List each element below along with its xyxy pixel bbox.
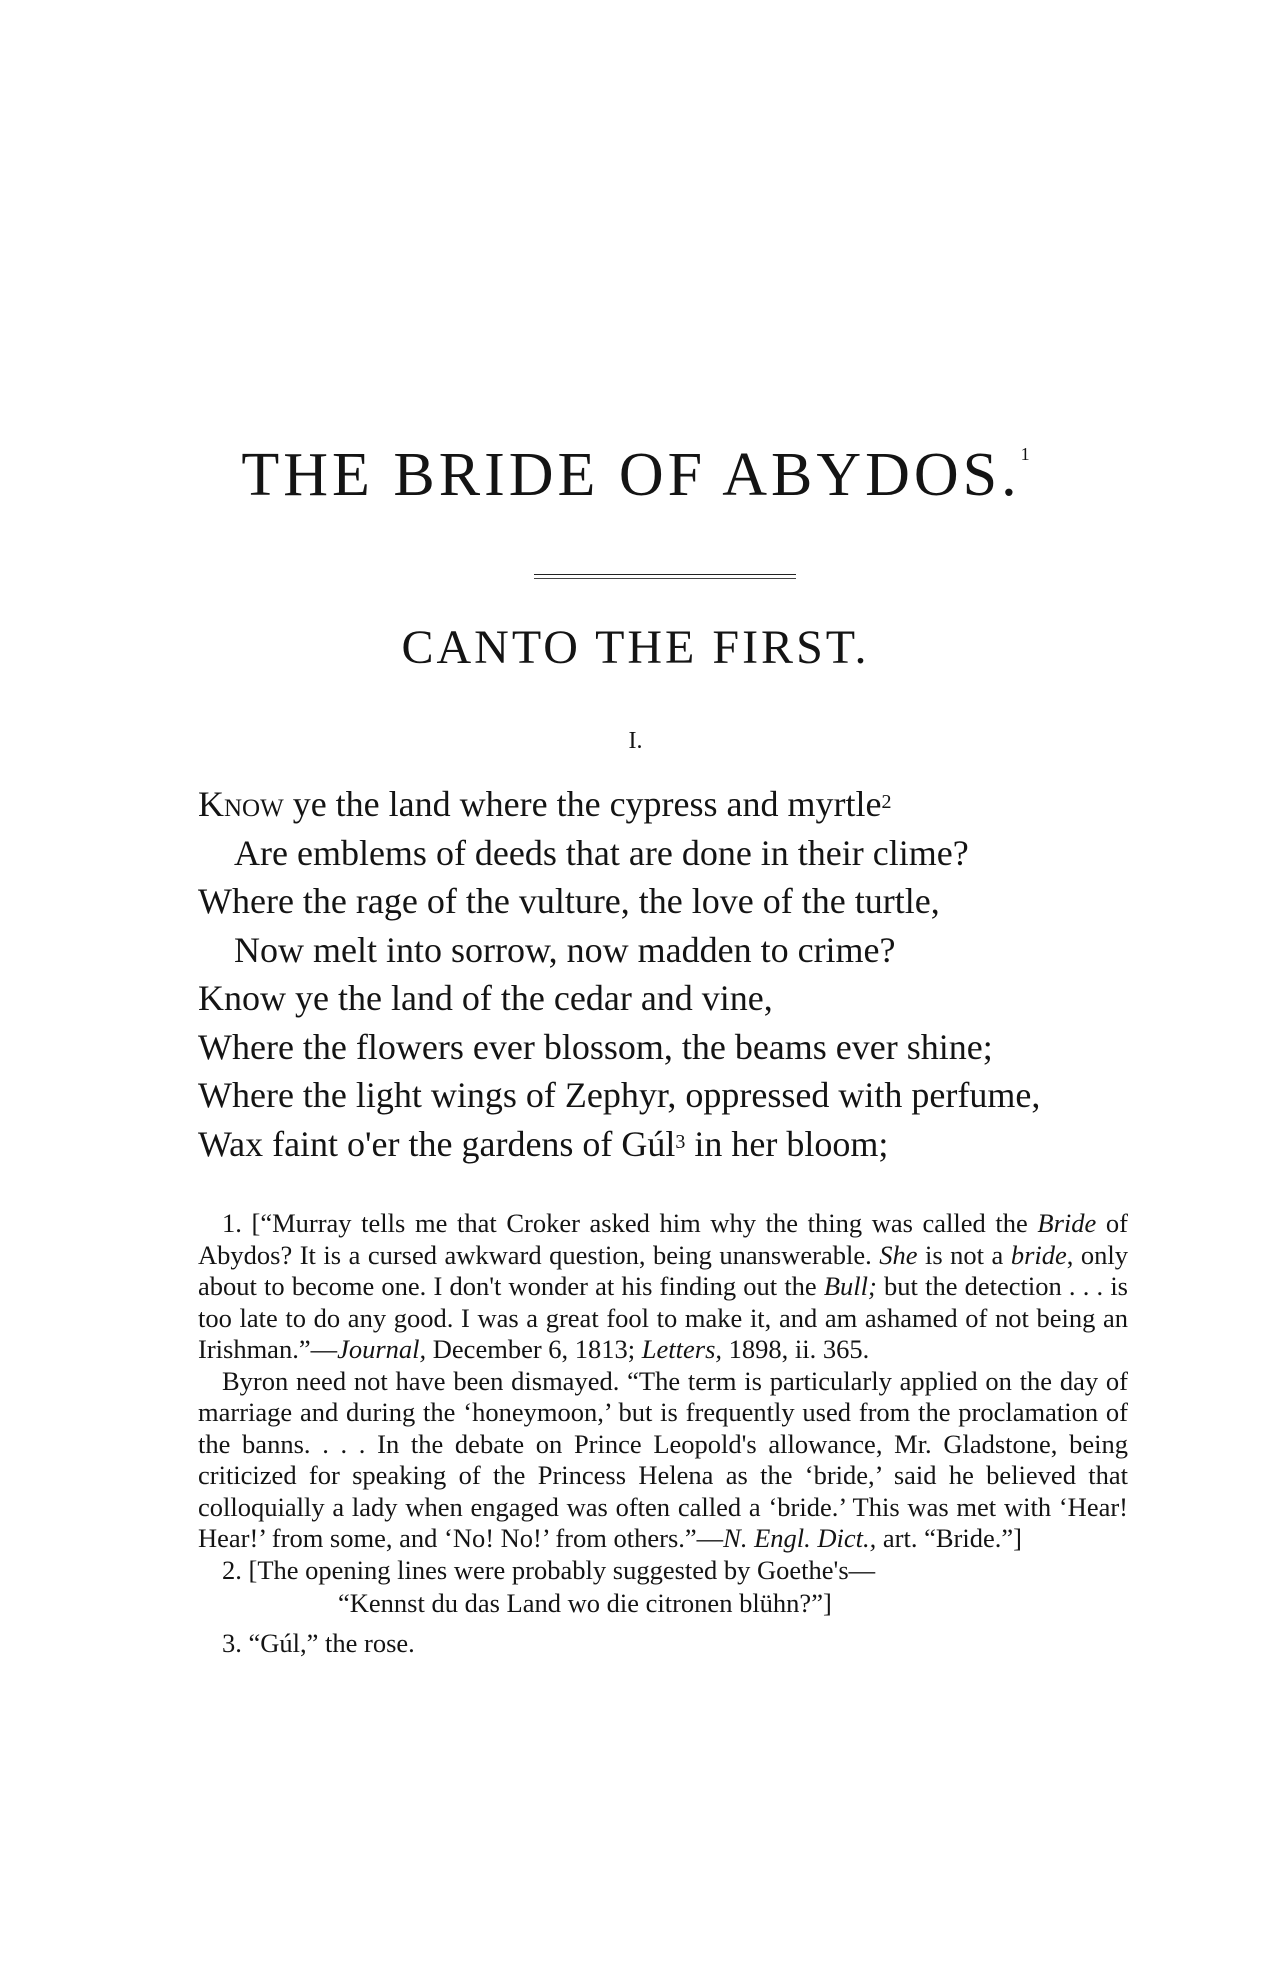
poem-line-3: Where the rage of the vulture, the love of the turtle,: [198, 881, 940, 921]
italic-journal: Journal,: [337, 1334, 427, 1364]
footnote-1-text-f: December 6, 1813;: [426, 1334, 642, 1364]
italic-letters: Letters,: [641, 1334, 723, 1364]
poem-line-5: Know ye the land of the cedar and vine,: [198, 978, 773, 1018]
poem-line-6: Where the flowers ever blossom, the beams ever shine;: [198, 1026, 993, 1067]
footnote-1-text-c: is not a: [917, 1239, 1011, 1270]
poem-line-8-text: Wax faint o'er the gardens of Gúl: [198, 1123, 676, 1164]
italic-bride-2: bride: [1010, 1239, 1067, 1270]
footnote-2: 2. [The opening lines were probably suggested by Goethe's—: [222, 1554, 876, 1585]
poem-line-8: [198, 1120, 1158, 1169]
footnote-3: 3. “Gúl,” the rose.: [222, 1627, 415, 1658]
drop-word: Know: [198, 784, 284, 824]
footnote-1-text-g: 1898, ii. 365.: [722, 1334, 870, 1364]
italic-bride: Bride: [1037, 1208, 1097, 1238]
poem-line-1-text: ye the land where the cypress and myrtle: [283, 784, 882, 824]
poem-line-8-end: in her bloom;: [685, 1123, 889, 1164]
footnote-1-text-d: , only about to become one. I don't wonder at his finding out the: [198, 1239, 1128, 1301]
canto-heading: CANTO THE FIRST.: [401, 621, 870, 674]
italic-she: She: [879, 1239, 918, 1270]
italic-dictionary: N. Engl. Dict.,: [723, 1523, 877, 1553]
footnote-1-cont-end: art. “Bride.”]: [876, 1523, 1022, 1553]
footnote-1-text-b: of Abydos? It is a cursed awkward question, being unanswerable.: [198, 1208, 1128, 1270]
italic-bull: Bull;: [823, 1271, 877, 1301]
footnote-1-cont-text: Byron need not have been dismayed. “The term is particularly applied on the day of marriage and during the ‘honeymoon,’ but is frequently used from the proclamation of the banns. . . . In the debate on Prince Leopold's allowance, Mr. Gladstone, being criticized for speaking of the Princess Helena as the ‘bride,’ said he believed that colloquially a lady when engaged was often called a ‘bride.’ This was met with ‘Hear! Hear!’ from some, and ‘No! No!’ from others.”—: [198, 1365, 1128, 1553]
poem-line-4: Now melt into sorrow, now madden to crime?: [234, 929, 896, 970]
poem-line-1: [198, 780, 1158, 829]
page-title: [0, 440, 1271, 511]
poem-line-7: Where the light wings of Zephyr, oppressed with perfume,: [198, 1075, 1041, 1115]
title-divider: [534, 574, 796, 575]
poem-stanza: [198, 780, 1158, 1168]
footnote-marker-2: 2: [881, 791, 892, 813]
footnote-marker-3: 3: [675, 1130, 686, 1153]
stanza-number: I.: [628, 728, 643, 754]
poem-line-2: Are emblems of deeds that are done in their clime?: [234, 832, 969, 873]
footnote-1-text: 1. [“Murray tells me that Croker asked him why the thing was called the: [222, 1208, 1038, 1238]
footnote-1: [198, 1208, 1128, 1366]
footnote-2-quote: “Kennst du das Land wo die citronen blühn?”]: [338, 1588, 832, 1618]
footnotes: [198, 1208, 1128, 1659]
title-text: THE BRIDE OF ABYDOS.: [241, 441, 1021, 509]
title-divider-lower: [534, 578, 796, 579]
footnote-1-text-e: but the detection . . . is too late to do any good. I was a great fool to make it, and am ashamed of not being an Irishman.”—: [198, 1271, 1128, 1364]
footnote-marker-1: 1: [1020, 444, 1030, 464]
footnote-1-continuation: [198, 1366, 1128, 1555]
